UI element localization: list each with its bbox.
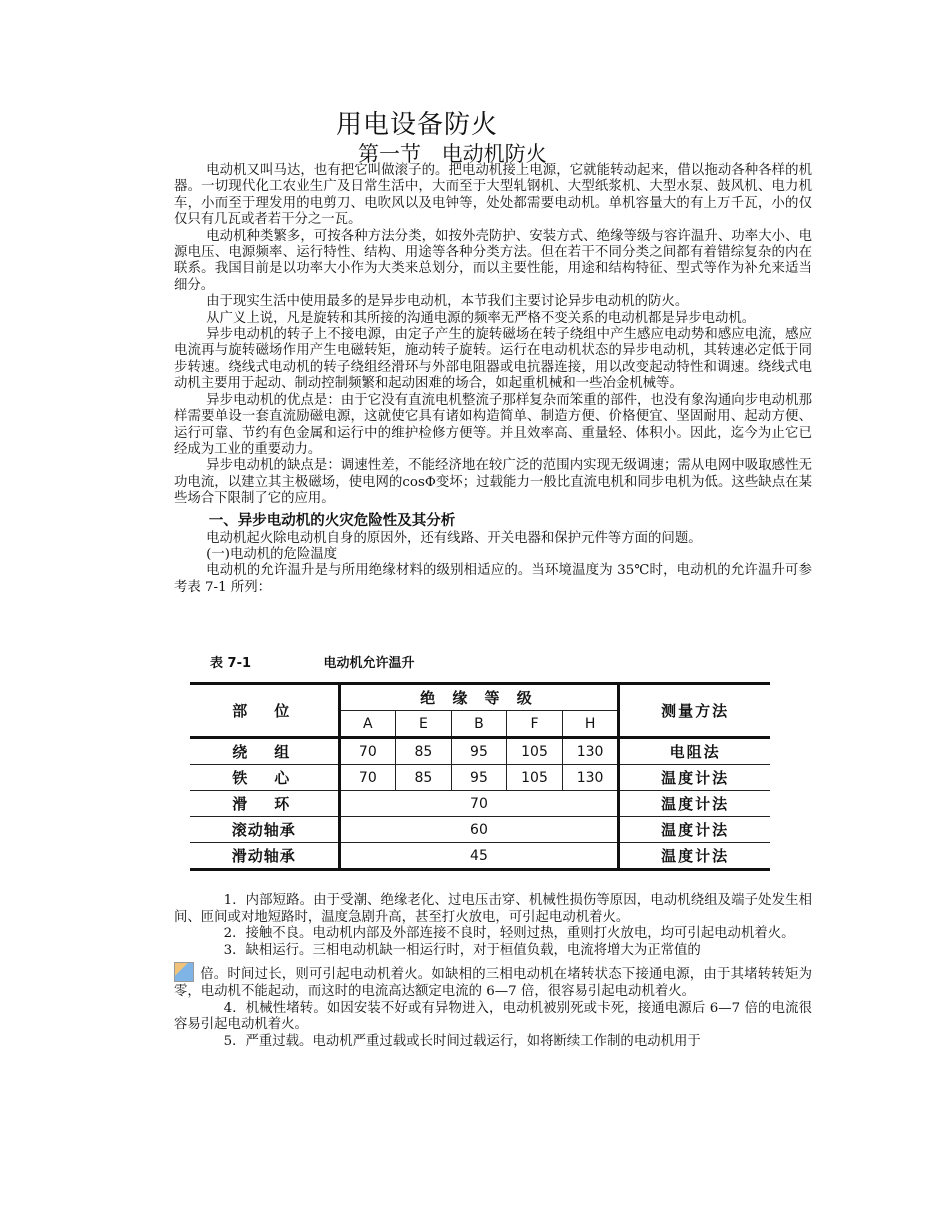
subheading-danger-temp: (一)电动机的危险温度 — [206, 546, 338, 562]
table-row — [190, 817, 770, 843]
method-cell: 电阻法 — [619, 738, 770, 765]
paragraph: 异步电动机的转子上不接电源，由定子产生的旋转磁场在转子绕组中产生感应电动势和感应电流，感应电流再与旋转磁场作用产生电磁转矩，施动转子旋转。运行在电动机状态的异步电动机，其转速必定低于同步转速。绕线式电动机的转子绕组经滑环与外部电阻器或电抗器连接，用以改变起动特性和调速。绕线式电动机主要用于起动、制动控制频繁和起动困难的场合，如起重机械和一些冶金机械等。 — [174, 327, 812, 392]
list-item: 5．严重过载。电动机严重过载或长时间过载运行，如将断续工作制的电动机用于 — [223, 1033, 701, 1049]
value-cell: 60 — [339, 817, 619, 843]
part-cell: 滚动轴承 — [190, 817, 339, 843]
part-cell: 滑动轴承 — [190, 843, 339, 870]
value-cell: 130 — [562, 765, 619, 791]
part-cell: 滑 环 — [190, 791, 339, 817]
broken-image-icon — [174, 962, 194, 982]
value-cell: 70 — [339, 765, 396, 791]
table-row — [190, 738, 770, 765]
paragraph: 由于现实生活中使用最多的是异步电动机，本节我们主要讨论异步电动机的防火。 — [206, 294, 689, 310]
grade-cell: H — [562, 711, 619, 738]
heading-fire-risk: 一、异步电动机的火灾危险性及其分析 — [208, 512, 456, 529]
method-cell: 温度计法 — [619, 765, 770, 791]
header-method: 测量方法 — [619, 684, 770, 738]
paragraph: 电动机起火除电动机自身的原因外，还有线路、开关电器和保护元件等方面的问题。 — [206, 530, 702, 546]
value-cell: 105 — [507, 765, 563, 791]
paragraph: 电动机种类繁多，可按各种方法分类，如按外壳防护、安装方式、绝缘等级与容许温升、功率大小、电源电压、电源频率、运行特性、结构、用途等各种分类方法。但在若干不同分类之间都有着错综复杂的内在联系。我国目前是以功率大小作为大类来总划分，而以主要性能，用途和结构特征、型式等作为补允来适当细分。 — [174, 228, 812, 293]
table-number: 表 7-1 — [210, 656, 252, 671]
list-item-text: 倍。时间过长，则可引起电动机着火。如缺相的三相电动机在堵转状态下接通电源，由于其堵转转矩为零，电动机不能起动，而这时的电流高达额定电流的 6—7 倍，很容易引起电动机着火。 — [174, 967, 812, 999]
list-item: 4．机械性堵转。如因安装不好或有异物进入，电动机被别死或卡死，接通电源后 6—7 倍的电流很容易引起电动机着火。 — [174, 1000, 812, 1033]
part-cell: 绕 组 — [190, 738, 339, 765]
value-cell: 105 — [507, 738, 563, 765]
table-row — [190, 765, 770, 791]
value-cell: 95 — [451, 738, 507, 765]
value-cell: 85 — [396, 738, 452, 765]
method-cell: 温度计法 — [619, 817, 770, 843]
document-title: 用电设备防火 — [336, 110, 499, 140]
body-text — [174, 163, 812, 596]
value-cell: 95 — [451, 765, 507, 791]
list-item-continued — [174, 962, 812, 1000]
table-row — [190, 791, 770, 817]
paragraph: 异步电动机的优点是：由于它没有直流电机整流子那样复杂而笨重的部件，也没有象沟通向步电动机那样需要单设一套直流励磁电源，这就使它具有诸如构造简单、制造方便、价格便宜、坚固耐用、起动方便、运行可靠、节约有色金属和运行中的维护检修方便等。并且效率高、重量轻、体积小。因此，迄今为止它已经成为工业的重要动力。 — [174, 392, 812, 457]
paragraph: 从广义上说，凡是旋转和其所接的沟通电源的频率无严格不变关系的电动机都是异步电动机。 — [206, 310, 756, 326]
list-item: 3．缺相运行。三相电动机缺一相运行时，对于桓值负载，电流将增大为正常值的 — [223, 942, 701, 958]
table-row — [190, 843, 770, 870]
table-title: 电动机允许温升 — [323, 656, 415, 671]
method-cell: 温度计法 — [619, 843, 770, 870]
paragraph: 电动机的允许温升是与所用绝缘材料的级别相适应的。当环境温度为 35℃时，电动机的允许温升可参考表 7-1 所列： — [174, 563, 812, 595]
part-cell: 铁 心 — [190, 765, 339, 791]
grade-cell: A — [339, 711, 396, 738]
table-caption — [210, 652, 415, 671]
header-part: 部 位 — [190, 684, 339, 738]
cause-list — [174, 893, 812, 1050]
temperature-rise-table — [190, 682, 770, 871]
list-item: 1．内部短路。由于受潮、绝缘老化、过电压击穿、机械性损伤等原因，电动机绕组及端子处发生相间、匝间或对地短路时，温度急剧升高，甚至打火放电，可引起电动机着火。 — [174, 893, 812, 925]
paragraph: 电动机又叫马达，也有把它叫做滚子的。把电动机接上电源，它就能转动起来，借以拖动各种各样的机器。一切现代化工农业生广及日常生活中，大而至于大型轧钢机、大型纸浆机、大型水泵、鼓风机、电力机车，小而至于理发用的电剪刀、电吹风以及电钟等，处处都需要电动机。单机容量大的有上万千瓦，小的仅仅只有几瓦或者若干分之一瓦。 — [174, 163, 812, 228]
header-grade: 绝 缘 等 级 — [339, 684, 619, 711]
grade-cell: F — [507, 711, 563, 738]
list-item: 2．接触不良。电动机内部及外部连接不良时，轻则过热，重则打火放电，均可引起电动机着火。 — [223, 926, 795, 942]
method-cell: 温度计法 — [619, 791, 770, 817]
grade-cell: B — [451, 711, 507, 738]
value-cell: 85 — [396, 765, 452, 791]
grade-cell: E — [396, 711, 452, 738]
value-cell: 45 — [339, 843, 619, 870]
paragraph: 异步电动机的缺点是：调速性差，不能经济地在较广泛的范围内实现无级调速；需从电网中吸取感性无功电流，以建立其主极磁场，使电网的cosΦ变坏；过载能力一般比直流电机和同步电机为低。这些缺点在某些场合下限制了它的应用。 — [174, 458, 812, 507]
value-cell: 130 — [562, 738, 619, 765]
value-cell: 70 — [339, 738, 396, 765]
value-cell: 70 — [339, 791, 619, 817]
section-title: 第一节 电动机防火 — [358, 142, 547, 166]
